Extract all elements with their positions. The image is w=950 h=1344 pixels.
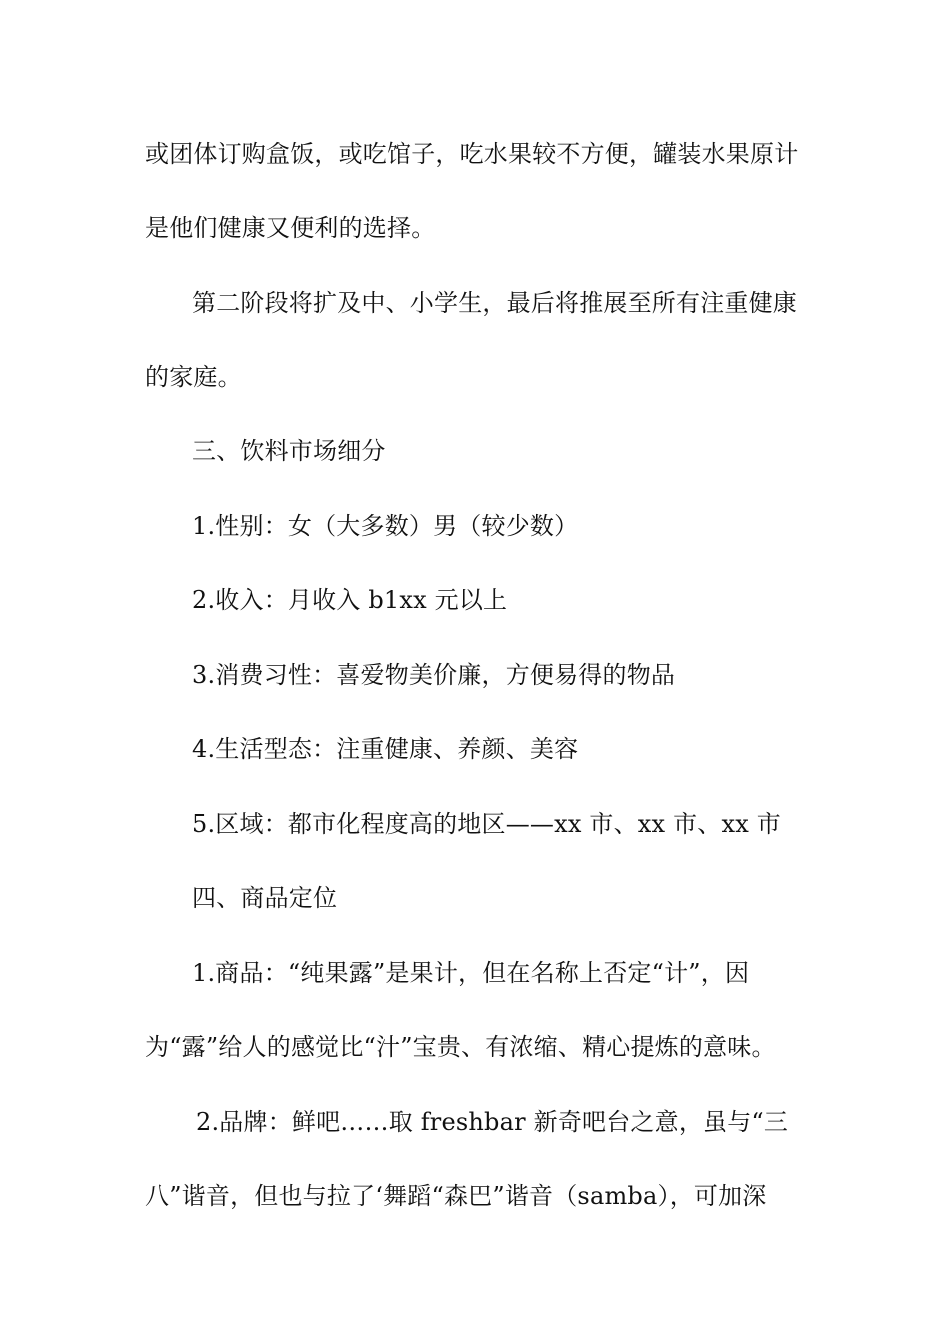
- list-item: 2.收入：月收入 b1xx 元以上: [192, 586, 508, 614]
- list-item: 5.区域：都市化程度高的地区——xx 市、xx 市、xx 市: [192, 810, 781, 838]
- section-heading: 四、商品定位: [192, 884, 338, 912]
- paragraph-line: 八”谐音，但也与拉了‘舞蹈“森巴”谐音（samba），可加深: [145, 1182, 767, 1210]
- paragraph-line: 第二阶段将扩及中、小学生，最后将推展至所有注重健康: [192, 289, 797, 317]
- paragraph-line: 1.商品：“纯果露”是果计，但在名称上否定“计”，因: [192, 959, 750, 987]
- section-heading: 三、饮料市场细分: [192, 437, 386, 465]
- list-item: 1.性别：女（大多数）男（较少数）: [192, 512, 579, 540]
- paragraph-line: 为“露”给人的感觉比“汁”宝贵、有浓缩、精心提炼的意味。: [145, 1033, 776, 1061]
- paragraph-line: 或团体订购盒饭，或吃馆子，吃水果较不方便，罐装水果原计: [145, 140, 799, 168]
- paragraph-line: 的家庭。: [145, 363, 242, 391]
- paragraph-line: 2.品牌：鲜吧……取 freshbar 新奇吧台之意，虽与“三: [196, 1108, 789, 1136]
- paragraph-line: 是他们健康又便利的选择。: [145, 214, 436, 242]
- list-item: 4.生活型态：注重健康、养颜、美容: [192, 735, 579, 763]
- list-item: 3.消费习性：喜爱物美价廉，方便易得的物品: [192, 661, 676, 689]
